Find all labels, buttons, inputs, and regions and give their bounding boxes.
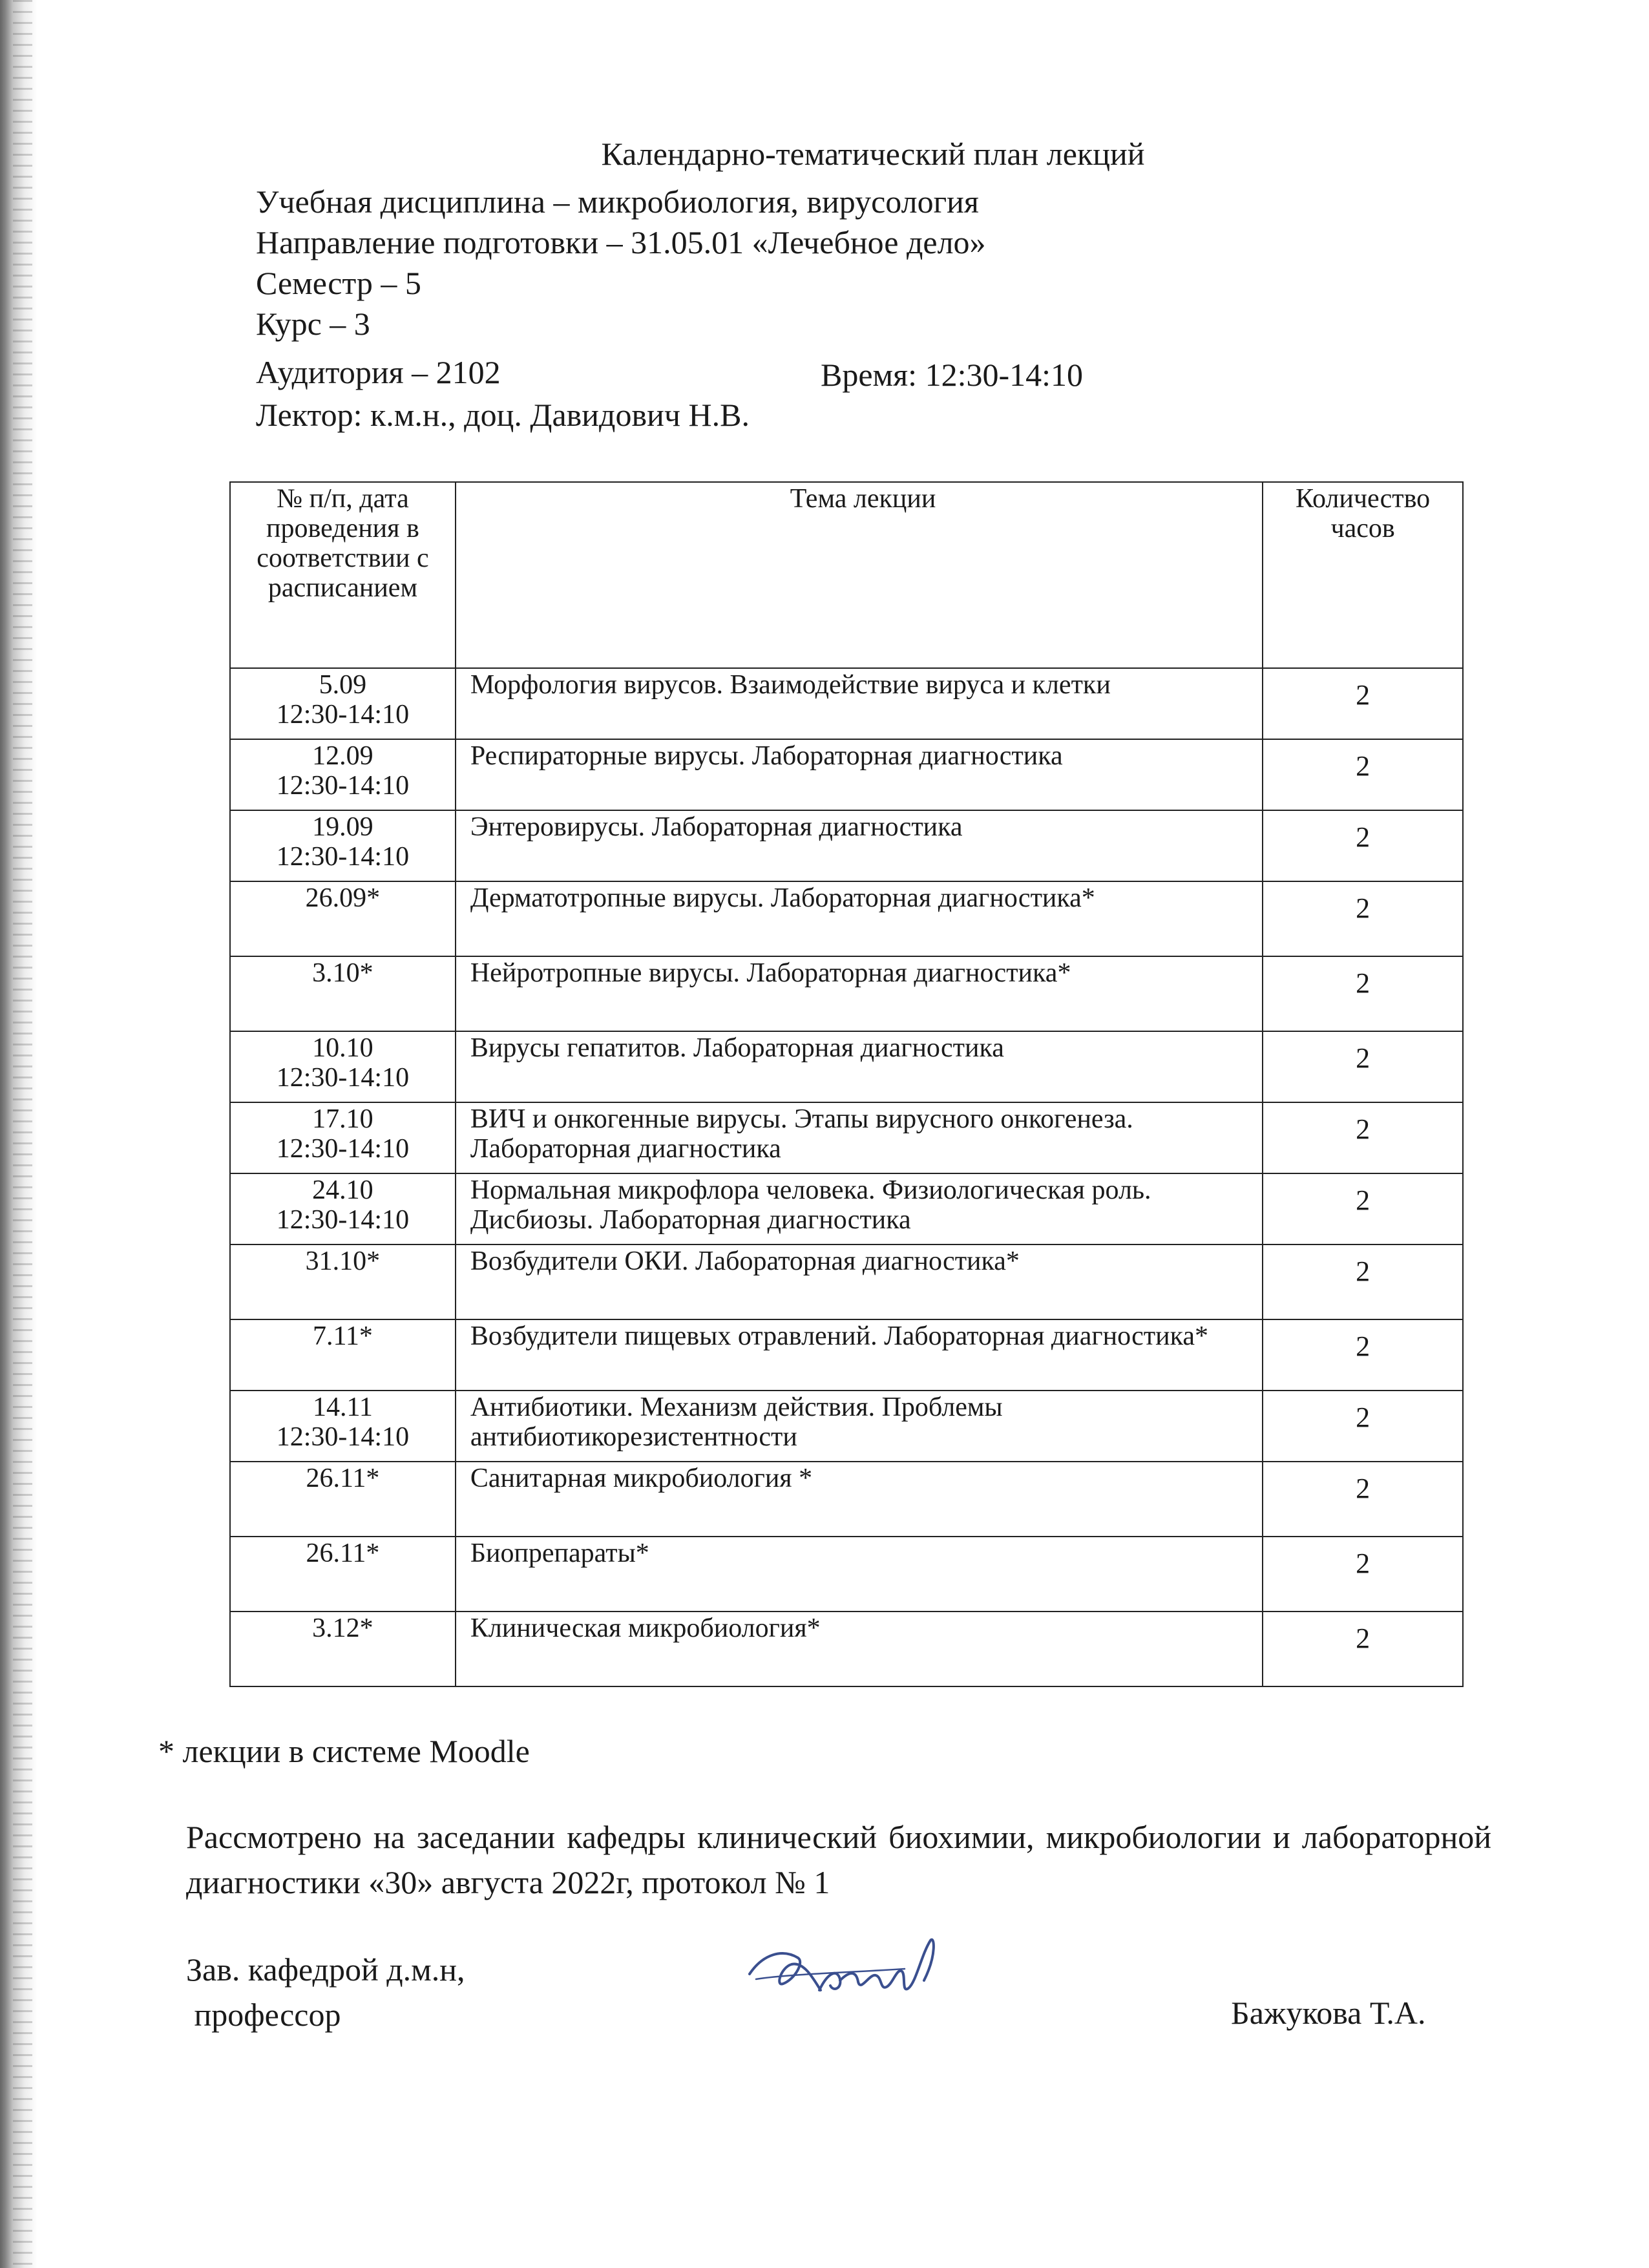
lecture-hours: 2 [1263, 810, 1463, 881]
lecture-date-cell [230, 1462, 456, 1537]
lecture-topic: Нормальная микрофлора человека. Физиологическая роль. Дисбиозы. Лабораторная диагностика [456, 1173, 1263, 1244]
lecture-hours: 2 [1263, 1031, 1463, 1102]
signatory-title-line2: профессор [186, 1997, 341, 2033]
signatory-title-line1: Зав. кафедрой д.м.н, [186, 1951, 465, 1988]
lecture-date: 5.09 [319, 670, 367, 700]
lecture-date-cell [230, 739, 456, 810]
lecture-date: 26.11* [306, 1538, 380, 1568]
lecture-date: 19.09 [312, 812, 373, 842]
lecture-hours: 2 [1263, 668, 1463, 739]
lecture-hours: 2 [1263, 881, 1463, 956]
lecture-date-cell [230, 1319, 456, 1391]
table-row [230, 1031, 1463, 1102]
table-row [230, 1319, 1463, 1391]
handwritten-signature [743, 1929, 950, 2019]
lecture-hours: 2 [1263, 1173, 1463, 1244]
lecture-date-cell [230, 881, 456, 956]
lecture-topic: Санитарная микробиология * [456, 1462, 1263, 1537]
table-row [230, 881, 1463, 956]
lecture-date-cell [230, 1102, 456, 1173]
lecture-hours: 2 [1263, 1391, 1463, 1462]
lecture-topic: ВИЧ и онкогенные вирусы. Этапы вирусного онкогенеза. Лабораторная диагностика [456, 1102, 1263, 1173]
lecture-date: 26.11* [306, 1464, 380, 1493]
lecture-hours: 2 [1263, 1537, 1463, 1612]
course-line: Курс – 3 [256, 306, 370, 342]
lecture-date-cell [230, 1537, 456, 1612]
lecture-date: 24.10 [312, 1175, 373, 1205]
lecture-time: 12:30-14:10 [276, 842, 410, 872]
table-row [230, 1102, 1463, 1173]
direction-line: Направление подготовки – 31.05.01 «Лечебное дело» [256, 224, 986, 260]
table-row [230, 1612, 1463, 1686]
signatory-title [186, 1947, 465, 2037]
column-header-topic: Тема лекции [456, 482, 1263, 668]
lecture-hours: 2 [1263, 1612, 1463, 1686]
lecture-topic: Клиническая микробиология* [456, 1612, 1263, 1686]
lecture-time: 12:30-14:10 [276, 1422, 410, 1452]
lecturer-line: Лектор: к.м.н., доц. Давидович Н.В. [256, 397, 750, 433]
lecture-time: 12:30-14:10 [276, 1205, 410, 1235]
table-row [230, 810, 1463, 881]
lecture-date: 3.10* [312, 958, 373, 988]
table-row [230, 668, 1463, 739]
lecture-topic: Нейротропные вирусы. Лабораторная диагностика* [456, 956, 1263, 1031]
lecture-topic: Морфология вирусов. Взаимодействие вируса и клетки [456, 668, 1263, 739]
document-title: Календарно-тематический план лекций [601, 136, 1145, 172]
auditorium-line: Аудитория – 2102 [256, 354, 501, 390]
lecture-time: 12:30-14:10 [276, 771, 410, 801]
lecture-date: 17.10 [312, 1104, 373, 1134]
lecture-topic: Дерматотропные вирусы. Лабораторная диагностика* [456, 881, 1263, 956]
lecture-date-cell [230, 1173, 456, 1244]
table-header-row [230, 482, 1463, 668]
column-header-date: № п/п, дата проведения в соответствии с расписанием [230, 482, 456, 668]
lecture-topic: Энтеровирусы. Лабораторная диагностика [456, 810, 1263, 881]
table-row [230, 739, 1463, 810]
lecture-topic: Возбудители пищевых отравлений. Лабораторная диагностика* [456, 1319, 1263, 1391]
table-row [230, 1244, 1463, 1319]
table-row [230, 1462, 1463, 1537]
lecture-time: 12:30-14:10 [276, 700, 410, 730]
lecture-topic: Биопрепараты* [456, 1537, 1263, 1612]
lecture-date-cell [230, 668, 456, 739]
lecture-hours: 2 [1263, 1102, 1463, 1173]
lecture-date-cell [230, 956, 456, 1031]
lecture-date: 7.11* [312, 1321, 373, 1351]
table-row [230, 1537, 1463, 1612]
table-row [230, 956, 1463, 1031]
column-header-hours: Количество часов [1263, 482, 1463, 668]
lecture-hours: 2 [1263, 956, 1463, 1031]
lecture-hours: 2 [1263, 739, 1463, 810]
lecture-topic: Вирусы гепатитов. Лабораторная диагностика [456, 1031, 1263, 1102]
lecture-schedule-table [229, 481, 1464, 1687]
lecture-date: 10.10 [312, 1033, 373, 1063]
lecture-time: 12:30-14:10 [276, 1063, 410, 1093]
table-row [230, 1173, 1463, 1244]
lecture-topic: Антибиотики. Механизм действия. Проблемы антибиотикорезистентности [456, 1391, 1263, 1462]
lecture-time: 12:30-14:10 [276, 1134, 410, 1164]
scan-edge-specks [13, 0, 32, 2268]
lecture-date: 26.09* [305, 883, 381, 913]
lecture-date-cell [230, 1031, 456, 1102]
lecture-date-cell [230, 1244, 456, 1319]
lecture-date: 31.10* [305, 1246, 381, 1276]
lecture-date-cell [230, 810, 456, 881]
lecture-date: 14.11 [312, 1392, 373, 1422]
review-statement: Рассмотрено на заседании кафедры клинический биохимии, микробиологии и лабораторной диагностики «30» августа 2022г, протокол № 1 [186, 1819, 1491, 1900]
semester-line: Семестр – 5 [256, 265, 421, 301]
lecture-date-cell [230, 1612, 456, 1686]
lecture-hours: 2 [1263, 1319, 1463, 1391]
lecture-date-cell [230, 1391, 456, 1462]
time-line: Время: 12:30-14:10 [821, 357, 1084, 393]
signatory-name: Бажукова Т.А. [1231, 1995, 1426, 2031]
lecture-hours: 2 [1263, 1462, 1463, 1537]
lecture-date: 12.09 [312, 741, 373, 771]
lecture-topic: Респираторные вирусы. Лабораторная диагностика [456, 739, 1263, 810]
lecture-date: 3.12* [312, 1613, 373, 1643]
lecture-topic: Возбудители ОКИ. Лабораторная диагностика* [456, 1244, 1263, 1319]
discipline-line: Учебная дисциплина – микробиология, вирусология [256, 184, 979, 220]
moodle-footnote: * лекции в системе Moodle [158, 1733, 530, 1769]
lecture-hours: 2 [1263, 1244, 1463, 1319]
table-row [230, 1391, 1463, 1462]
